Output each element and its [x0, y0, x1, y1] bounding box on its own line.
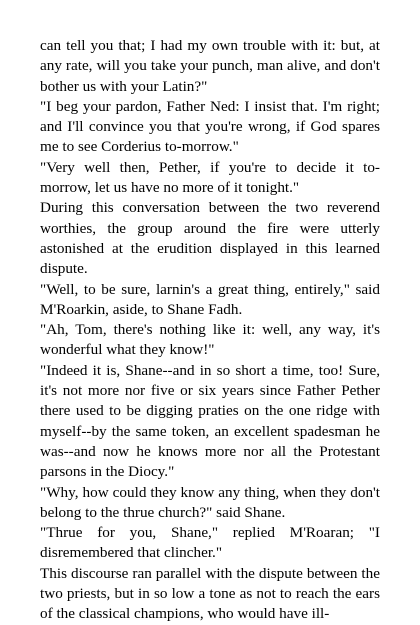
paragraph-2: "I beg your pardon, Father Ned: I insist that. I'm right; and I'll convince you that you're wrong, if God spares me to see Corderius to-morrow." [40, 97, 380, 156]
paragraph-4: During this conversation between the two reverend worthies, the group around the fire were utterly astonished at the erudition displayed in this learned dispute. [40, 199, 380, 278]
paragraph-6: "Ah, Tom, there's nothing like it: well, any way, it's wonderful what they know!" [40, 321, 380, 359]
paragraph-1: can tell you that; I had my own trouble with it: but, at any rate, will you take your punch, man alive, and don't bother us with your Latin?" [40, 37, 380, 95]
paragraph-9: "Thrue for you, Shane," replied M'Roaran; "I disremembered that clincher." [40, 524, 380, 562]
paragraph-3: "Very well then, Pether, if you're to decide it to-morrow, let us have no more of it tonight." [40, 158, 380, 197]
paragraph-8: "Why, how could they know any thing, when they don't belong to the thrue church?" said Shane. [40, 483, 380, 521]
paragraph-10: This discourse ran parallel with the dispute between the two priests, but in so low a tone as not to reach the ears of the classical champions, who would have ill- [40, 564, 380, 623]
paragraph-7: "Indeed it is, Shane--and in so short a time, too! Sure, it's not more nor five or six years since Father Pether there used to be digging praties on the one ridge with myself--by the same token, an excellent spadesman he was--and now he knows more nor all the Protestant parsons in the Diocy." [40, 361, 380, 481]
paragraph-5: "Well, to be sure, larnin's a great thing, entirely," said M'Roarkin, aside, to Shane Fadh. [40, 280, 380, 318]
